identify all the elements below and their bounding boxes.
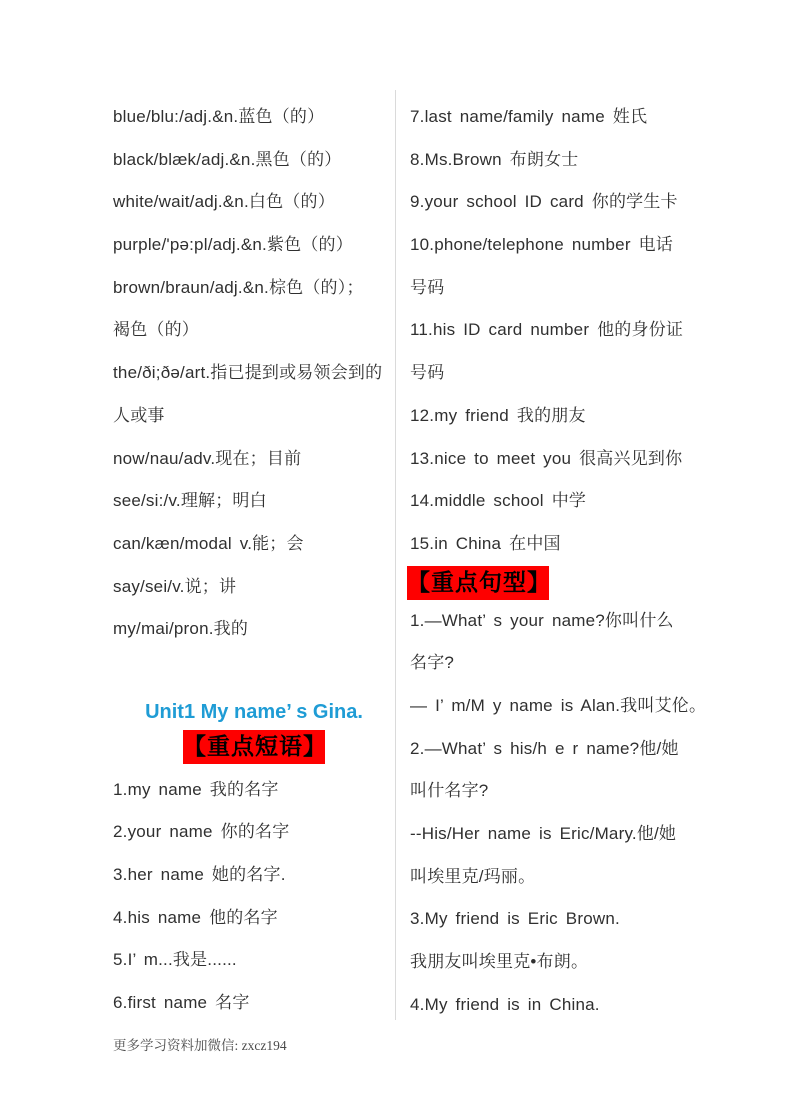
phrase-line: 12.my friend 我的朋友 [410,405,586,425]
sentence-line: 4.My friend is in China. [410,994,600,1014]
sentence-line: --His/Her name is Eric/Mary.他/她 [410,824,677,843]
sentence-line: 叫什名字? [410,781,489,801]
phrase-line: 4.his name 他的名字 [113,907,278,927]
phrase-line: 15.in China 在中国 [410,533,561,553]
phrase-line: 2.your name 你的名字 [113,822,290,842]
phrase-line: 号码 [410,363,445,383]
vocab-line: purple/'pə:pl/adj.&n.紫色（的） [113,235,353,255]
footer-watermark: 更多学习资料加微信: zxcz194 [113,1038,287,1053]
phrase-line: 8.Ms.Brown 布朗女士 [410,149,579,169]
sentence-line: 2.—What’ s his/h e r name?他/她 [410,738,679,758]
vocab-line: 人或事 [113,405,165,425]
sentence-line: 名字? [410,653,455,673]
phrase-line: 3.her name 她的名字. [113,865,286,884]
unit-title: Unit1 My name’ s Gina. [145,700,363,723]
sentence-line: 叫埃里克/玛丽。 [410,866,536,886]
sentence-line: 我朋友叫埃里克•布朗。 [410,952,589,972]
vocab-line: white/wait/adj.&n.白色（的） [113,192,335,212]
sentence-line: — I’ m/M y name is Alan.我叫艾伦。 [410,695,707,715]
key-sentences-banner: 【重点句型】 [407,566,549,600]
phrase-line: 11.his ID card number 他的身份证 [410,320,684,340]
vocab-line: blue/blu:/adj.&n.蓝色（的） [113,107,325,126]
vocab-line: see/si:/v.理解；明白 [113,491,267,511]
sentence-line: 1.—What’ s your name?你叫什么 [410,610,674,630]
spacer [113,651,395,694]
sentence-line: 3.My friend is Eric Brown. [410,909,620,929]
phrase-line: 7.last name/family name 姓氏 [410,107,648,126]
column-divider [395,90,396,1020]
vocab-line: now/nau/adv.现在；目前 [113,448,302,468]
phrase-line: 号码 [410,277,445,297]
vocab-line: black/blæk/adj.&n.黑色（的） [113,149,342,169]
phrase-line: 9.your school ID card 你的学生卡 [410,192,678,212]
vocab-line: my/mai/pron.我的 [113,619,249,639]
vocab-line: 褐色（的） [113,320,199,340]
phrase-line: 13.nice to meet you 很高兴见到你 [410,448,683,468]
vocab-line: brown/braun/adj.&n.棕色（的）； [113,277,364,297]
phrase-line: 1.my name 我的名字 [113,779,279,799]
vocab-line: say/sei/v.说；讲 [113,576,237,596]
phrase-line: 5.I’ m...我是...... [113,950,237,970]
right-column [407,96,707,1026]
phrase-line: 10.phone/telephone number 电话 [410,235,673,255]
vocab-line: can/kæn/modal v.能；会 [113,533,304,553]
left-column [113,96,395,1025]
phrase-line: 14.middle school 中学 [410,491,587,511]
key-phrases-banner: 【重点短语】 [183,730,325,764]
vocab-line: the/ði;ðə/art.指已提到或易领会到的 [113,363,383,383]
phrase-line: 6.first name 名字 [113,993,250,1013]
